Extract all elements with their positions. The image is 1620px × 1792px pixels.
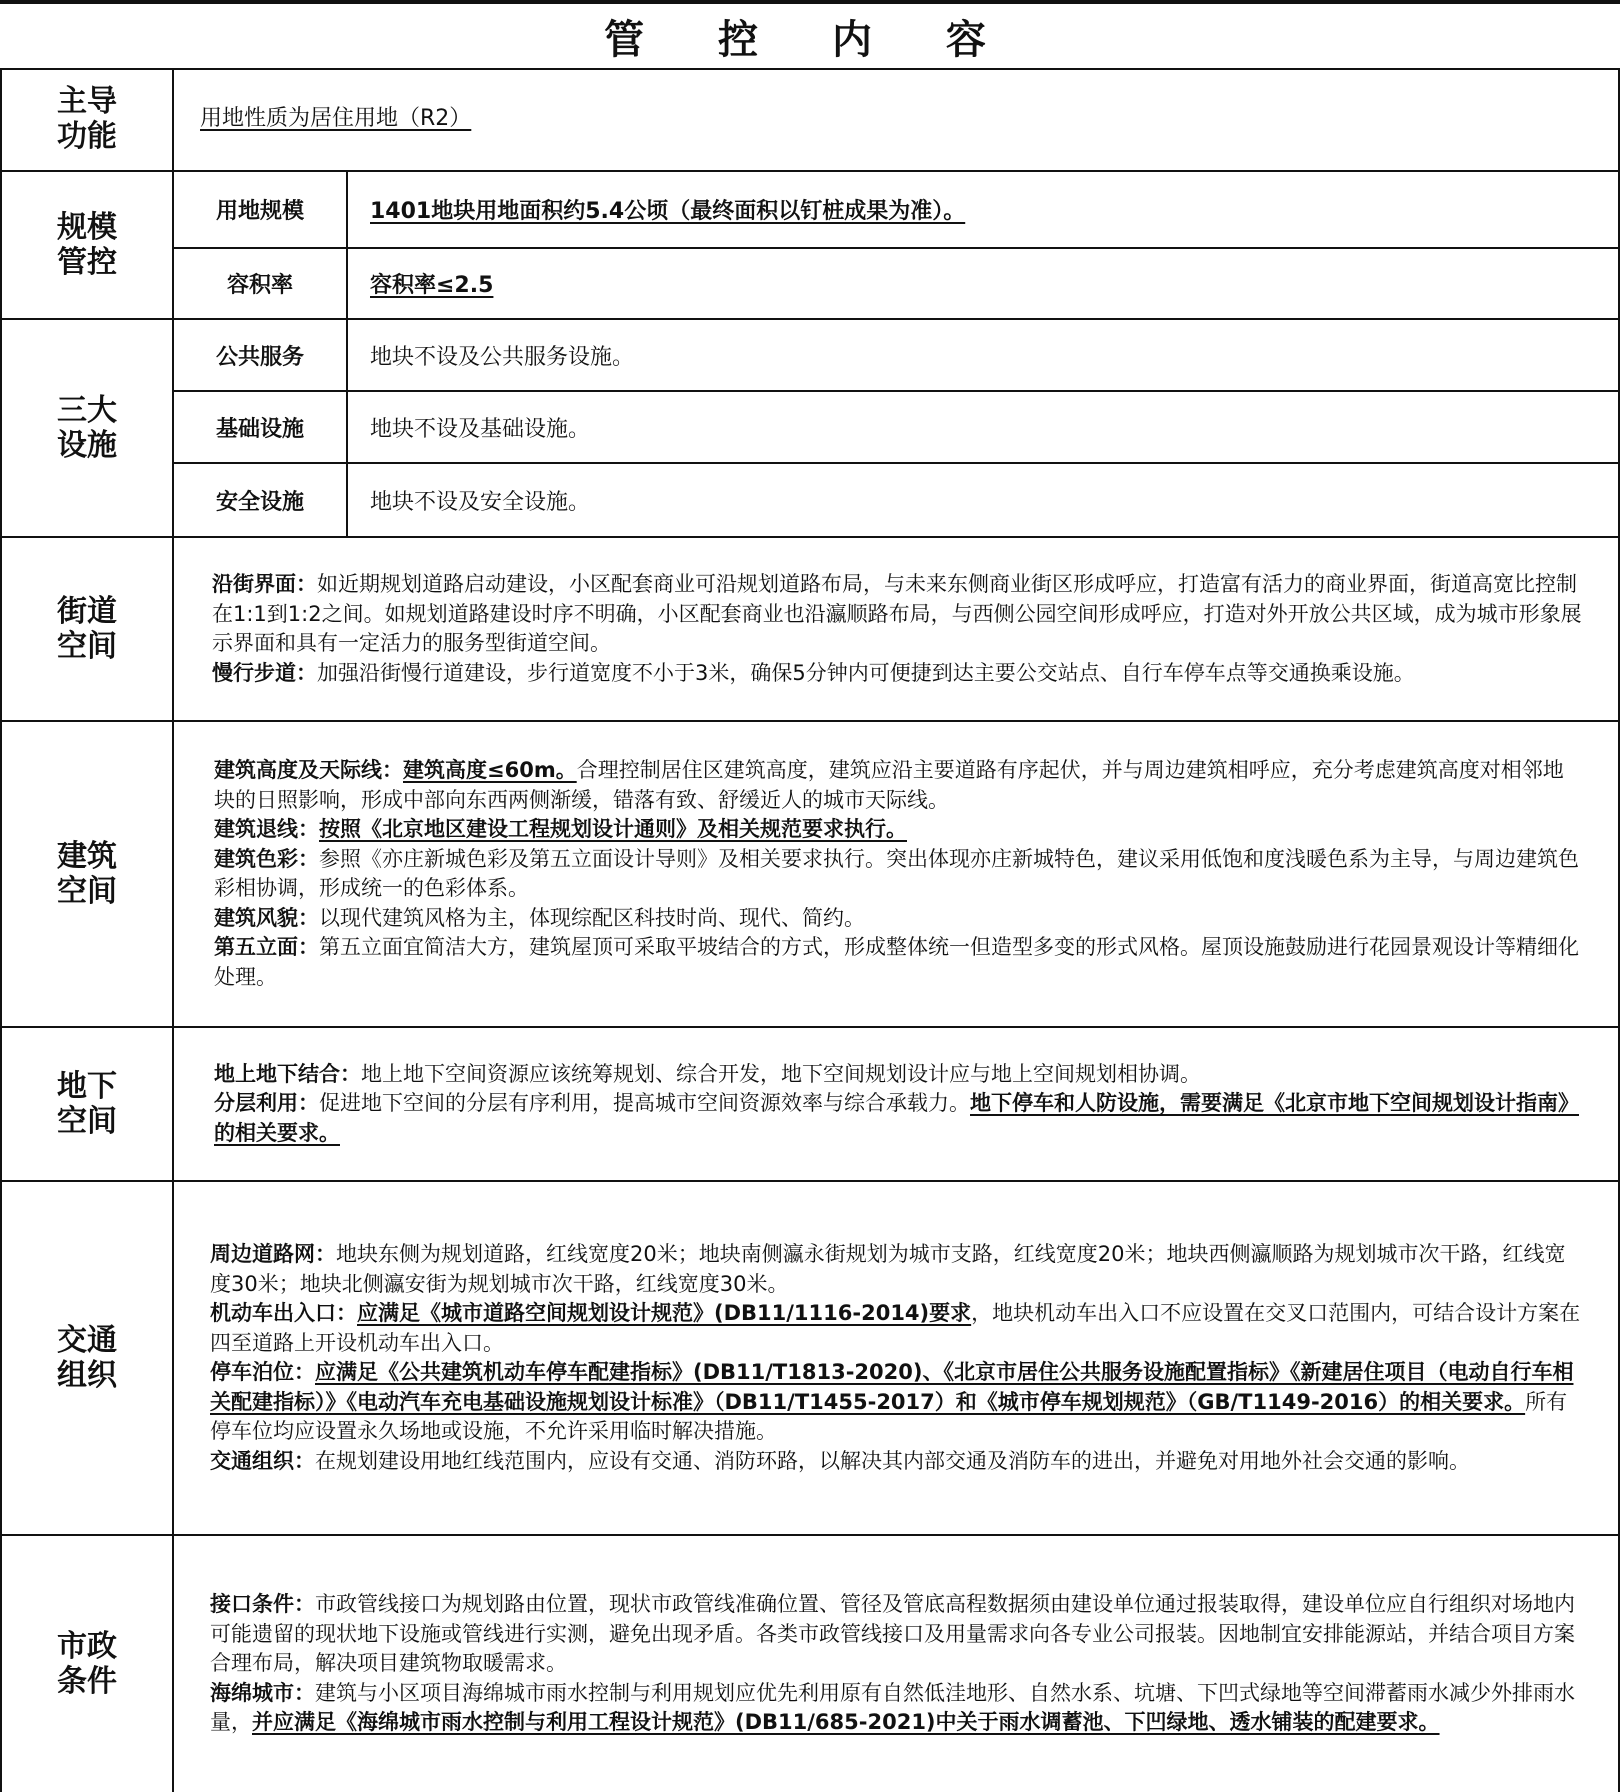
sub-label-public-service: 公共服务 [174, 320, 348, 390]
row-traffic [2, 1182, 1620, 1536]
layered-use-paragraph: 分层利用：促进地下空间的分层有序利用，提高城市空间资源效率与综合承载力。地下停车和人防设施，需要满足《北京市地下空间规划设计指南》的相关要求。 [214, 1091, 1579, 1145]
row-content-traffic [174, 1182, 1620, 1534]
row-street-space [2, 538, 1620, 722]
sub-value-land-scale: 1401地块用地面积约5.4公顷（最终面积以钉桩成果为准）。 [370, 199, 966, 224]
row-label-underground-space: 地下空间 [2, 1028, 174, 1180]
sub-row-land-scale [174, 172, 1620, 249]
vehicle-entrance-paragraph: 机动车出入口：应满足《城市道路空间规划设计规范》(DB11/1116-2014)要求，地块机动车出入口不应设置在交叉口范围内，可结合设计方案在四至道路上开设机动车出入口。 [210, 1301, 1581, 1355]
row-label-main-function: 主导功能 [2, 68, 174, 170]
row-content-building-space [174, 722, 1620, 1026]
row-label-building-space: 建筑空间 [2, 722, 174, 1026]
traffic-organization-paragraph: 交通组织：在规划建设用地红线范围内，应设有交通、消防环路，以解决其内部交通及消防车的进出，并避免对用地外社会交通的影响。 [210, 1448, 1470, 1473]
table-title: 管 控 内 容 [0, 4, 1620, 70]
sub-label-far: 容积率 [174, 249, 348, 318]
parking-paragraph: 停车泊位：应满足《公共建筑机动车停车配建指标》(DB11/T1813-2020)、《北京市居住公共服务设施配置指标》《新建居住项目（电动自行车相关配建指标）》《电动汽车充电基础设施规划设计标准》（DB11/T1455-2017）和《城市停车规划规范》（GB/T1149-2016）的相关要求。所有停车位均应设置永久场地或设施，不允许采用临时解决措施。 [210, 1360, 1574, 1443]
interface-conditions-paragraph: 接口条件：市政管线接口为规划路由位置，现状市政管线准确位置、管径及管底高程数据须由建设单位通过报装取得，建设单位应自行组织对场地内可能遗留的现状地下设施或管线进行实测，避免出现矛盾。各类市政管线接口及用量需求向各专业公司报装。因地制宜安排能源站，并结合项目方案合理布局，解决项目建筑物取暖需求。 [210, 1592, 1575, 1676]
road-network-paragraph: 周边道路网：地块东侧为规划道路，红线宽度20米；地块南侧瀛永街规划为城市支路，红线宽度20米；地块西侧瀛顺路为规划城市次干路，红线宽度30米；地块北侧瀛安街为规划城市次干路，红线宽度30米。 [210, 1242, 1566, 1296]
sub-value-far: 容积率≤2.5 [370, 273, 494, 298]
slow-walkway-paragraph: 慢行步道：加强沿街慢行道建设，步行道宽度不小于3米，确保5分钟内可便捷到达主要公交站点、自行车停车点等交通换乘设施。 [212, 660, 1415, 685]
sub-label-land-scale: 用地规模 [174, 172, 348, 247]
row-label-scale-control: 规模管控 [2, 172, 174, 318]
sub-value-infrastructure: 地块不设及基础设施。 [370, 416, 591, 442]
street-frontage-paragraph: 沿街界面：如近期规划道路启动建设，小区配套商业可沿规划道路布局，与未来东侧商业街区形成呼应，打造富有活力的商业界面，街道高宽比控制在1:1到1:2之间。如规划道路建设时序不明确，小区配套商业也沿瀛顺路布局，与西侧公园空间形成呼应，打造对外开放公共区域，成为城市形象展示界面和具有一定活力的服务型街道空间。 [212, 572, 1582, 655]
row-label-municipal: 市政条件 [2, 1536, 174, 1792]
height-skyline-paragraph: 建筑高度及天际线：建筑高度≤60m。合理控制居住区建筑高度，建筑应沿主要道路有序起伏，并与周边建筑相呼应，充分考虑建筑高度对相邻地块的日照影响，形成中部向东西两侧渐缓，错落有致、舒缓近人的城市天际线。 [214, 758, 1564, 812]
row-label-traffic: 交通组织 [2, 1182, 174, 1534]
sub-label-infrastructure: 基础设施 [174, 392, 348, 462]
sub-row-public-service [174, 320, 1620, 392]
row-municipal [2, 1536, 1620, 1792]
color-paragraph: 建筑色彩：参照《亦庄新城色彩及第五立面设计导则》及相关要求执行。突出体现亦庄新城特色，建议采用低饱和度浅暖色系为主导，与周边建筑色彩相协调，形成统一的色彩体系。 [214, 846, 1579, 900]
row-content-street-space [174, 538, 1620, 720]
sub-row-safety [174, 464, 1620, 536]
setback-paragraph: 建筑退线：按照《北京地区建设工程规划设计通则》及相关规范要求执行。 [214, 817, 907, 841]
row-three-facilities [2, 320, 1620, 538]
row-label-three-facilities: 三大设施 [2, 320, 174, 536]
row-label-street-space: 街道空间 [2, 538, 174, 720]
sub-value-public-service: 地块不设及公共服务设施。 [370, 344, 635, 370]
row-scale-control [2, 172, 1620, 320]
sub-label-safety: 安全设施 [174, 464, 348, 536]
above-below-paragraph: 地上地下结合：地上地下空间资源应该统筹规划、综合开发，地下空间规划设计应与地上空间规划相协调。 [214, 1061, 1201, 1086]
sponge-city-paragraph: 海绵城市：建筑与小区项目海绵城市雨水控制与利用规划应优先利用原有自然低洼地形、自然水系、坑塘、下凹式绿地等空间滞蓄雨水减少外排雨水量，并应满足《海绵城市雨水控制与利用工程设计规范》(DB11/685-2021)中关于雨水调蓄池、下凹绿地、透水铺装的配建要求。 [210, 1680, 1575, 1735]
row-building-space [2, 722, 1620, 1028]
style-paragraph: 建筑风貌：以现代建筑风格为主，体现综配区科技时尚、现代、简约。 [214, 905, 865, 930]
row-underground-space [2, 1028, 1620, 1182]
sub-row-far [174, 249, 1620, 318]
row-content-municipal [174, 1536, 1620, 1792]
sub-value-safety: 地块不设及安全设施。 [370, 489, 591, 515]
row-content-main-function [174, 68, 1620, 170]
fifth-facade-paragraph: 第五立面：第五立面宜简洁大方，建筑屋顶可采取平坡结合的方式，形成整体统一但造型多变的形式风格。屋顶设施鼓励进行花园景观设计等精细化处理。 [214, 935, 1579, 989]
main-function-value: 用地性质为居住用地（R2） [200, 106, 472, 132]
table-frame [0, 68, 1620, 1792]
sub-row-infrastructure [174, 392, 1620, 464]
row-content-underground-space [174, 1028, 1620, 1180]
row-main-function [2, 68, 1620, 172]
